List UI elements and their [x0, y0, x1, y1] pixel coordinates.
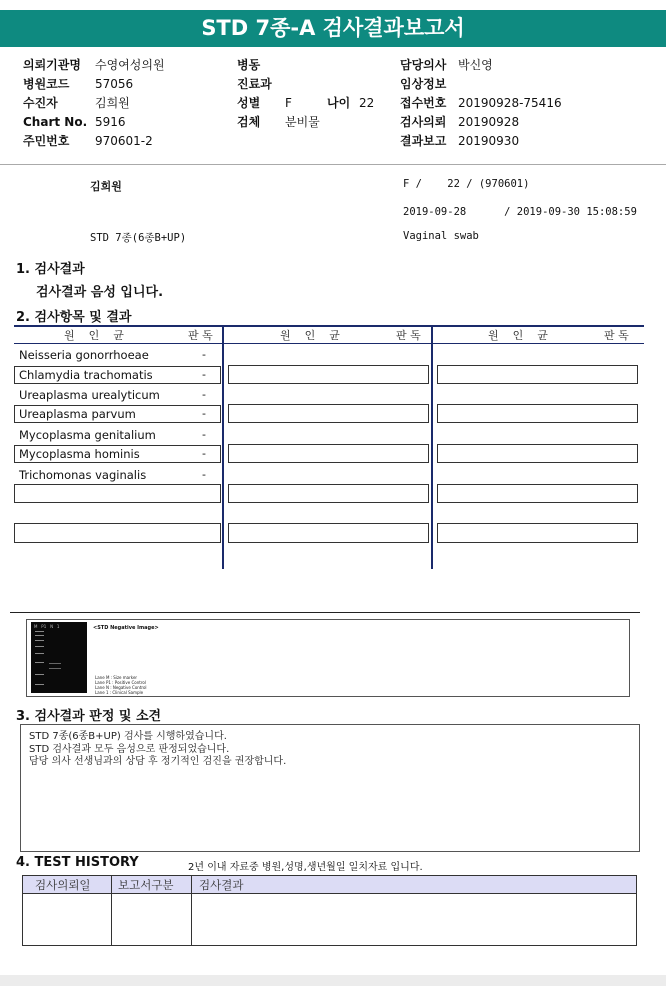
info-row-receipt-no: 접수번호 20190928-75416 — [400, 96, 562, 110]
gel-image — [31, 622, 87, 693]
organism-ureaplasma-parvum: Ureaplasma parvum — [19, 407, 136, 421]
opinion-line-3: 담당 의사 선생님과의 상담 후 정기적인 검진을 권장합니다. — [29, 756, 287, 767]
table-row — [437, 484, 638, 503]
table-row — [437, 523, 638, 543]
organism-trichomonas: Trichomonas vaginalis — [19, 468, 147, 482]
info-row-clinical-info: 임상정보 — [400, 77, 447, 91]
result-ureaplasma-urealyticum: - — [202, 388, 206, 401]
info-row-department: 진료과 — [237, 77, 272, 91]
info-row-hospital-code: 병원코드 57056 — [23, 77, 134, 91]
summary-specimen: Vaginal swab — [403, 230, 479, 242]
gel-lane-labels: M P1 N 1 — [34, 624, 60, 629]
gel-image-legend: Lane M : Size marker Lane P1 : Positive Control Lane N : Negative Control Lane 1 : Clinical Sample — [95, 675, 147, 695]
info-col1 — [23, 56, 165, 151]
info-row-specimen: 검체 분비물 — [237, 115, 320, 129]
results-grid-divider-2 — [431, 325, 433, 569]
info-row-report-date: 결과보고 20190930 — [400, 134, 520, 148]
opinion-text — [29, 731, 286, 769]
col-header-judge-3: 판 독 — [604, 329, 629, 342]
gel-image-panel — [26, 619, 630, 697]
organism-neisseria: Neisseria gonorrhoeae — [19, 348, 149, 362]
table-row — [228, 404, 429, 423]
results-grid-head-rule — [14, 343, 644, 344]
history-note: 2년 이내 자료중 병원,성명,생년월일 일치자료 입니다. — [188, 862, 423, 873]
col-header-organism-3: 원 인 균 — [488, 329, 548, 342]
info-row-sex-age: 성별 F 나이 22 — [237, 94, 374, 113]
gel-image-heading: <STD Negative Image> — [93, 625, 159, 631]
table-row — [228, 523, 429, 543]
table-row — [437, 444, 638, 463]
col-header-judge-1: 판 독 — [188, 329, 213, 342]
table-row — [14, 484, 221, 503]
result-trichomonas: - — [202, 468, 206, 481]
info-row-resident-no: 주민번호 970601-2 — [23, 134, 153, 148]
history-col-report-type: 보고서구분 — [118, 878, 174, 892]
col-header-judge-2: 판 독 — [396, 329, 421, 342]
table-row — [228, 484, 429, 503]
summary-dates: 2019-09-28 / 2019-09-30 15:08:59 — [403, 206, 637, 218]
section3-heading: 3. 검사결과 판정 및 소견 — [16, 709, 162, 724]
history-col-result: 검사결과 — [199, 878, 244, 892]
organism-mycoplasma-hominis: Mycoplasma hominis — [19, 447, 140, 461]
summary-name: 김희원 — [90, 180, 122, 193]
page-footer-band — [0, 975, 666, 986]
results-grid-divider-1 — [222, 325, 224, 569]
header-separator — [0, 164, 666, 165]
section-separator — [10, 612, 640, 613]
history-table-header — [22, 875, 637, 894]
opinion-box — [20, 724, 640, 852]
summary-sex-age: F / 22 / (970601) — [403, 178, 530, 190]
table-row — [14, 523, 221, 543]
section4-heading: 4. TEST HISTORY — [16, 855, 139, 870]
info-row-hospital: 의뢰기관명 수영여성의원 — [23, 58, 165, 72]
result-chlamydia: - — [202, 368, 206, 381]
result-mycoplasma-hominis: - — [202, 447, 206, 460]
info-row-ward: 병동 — [237, 58, 261, 72]
opinion-line-2: STD 검사결과 모두 음성으로 판정되었습니다. — [29, 743, 230, 755]
opinion-line-1: STD 7종(6종B+UP) 검사를 시행하였습니다. — [29, 731, 227, 742]
organism-ureaplasma-urealyticum: Ureaplasma urealyticum — [19, 388, 160, 402]
table-row — [437, 365, 638, 384]
organism-chlamydia: Chlamydia trachomatis — [19, 368, 153, 382]
history-table — [22, 875, 637, 946]
history-col-request-date: 검사의뢰일 — [35, 878, 91, 892]
result-neisseria: - — [202, 348, 206, 361]
result-ureaplasma-parvum: - — [202, 407, 206, 420]
col-header-organism-2: 원 인 균 — [280, 329, 340, 342]
summary-test-name: STD 7종(6종B+UP) — [90, 232, 187, 244]
info-col3 — [400, 56, 562, 151]
age-label: 나이 — [327, 96, 351, 110]
info-row-doctor: 담당의사 박신영 — [400, 58, 493, 72]
info-row-chart-no: Chart No. 5916 — [23, 115, 126, 129]
info-row-request-date: 검사의뢰 20190928 — [400, 115, 520, 129]
table-row — [437, 404, 638, 423]
organism-mycoplasma-genitalium: Mycoplasma genitalium — [19, 428, 156, 442]
age-value: 22 — [359, 96, 375, 110]
section1-result-message: 검사결과 음성 입니다. — [36, 285, 164, 300]
info-row-patient: 수진자 김희원 — [23, 96, 130, 110]
result-mycoplasma-genitalium: - — [202, 428, 206, 441]
history-divider-1 — [111, 876, 112, 945]
section2-heading: 2. 검사항목 및 결과 — [16, 310, 132, 325]
table-row — [228, 444, 429, 463]
table-row — [228, 365, 429, 384]
col-header-organism-1: 원 인 균 — [64, 329, 124, 342]
section1-heading: 1. 검사결과 — [16, 262, 85, 277]
info-col2 — [237, 56, 374, 132]
report-title: STD 7종-A 검사결과보고서 — [0, 10, 666, 47]
history-divider-2 — [191, 876, 192, 945]
